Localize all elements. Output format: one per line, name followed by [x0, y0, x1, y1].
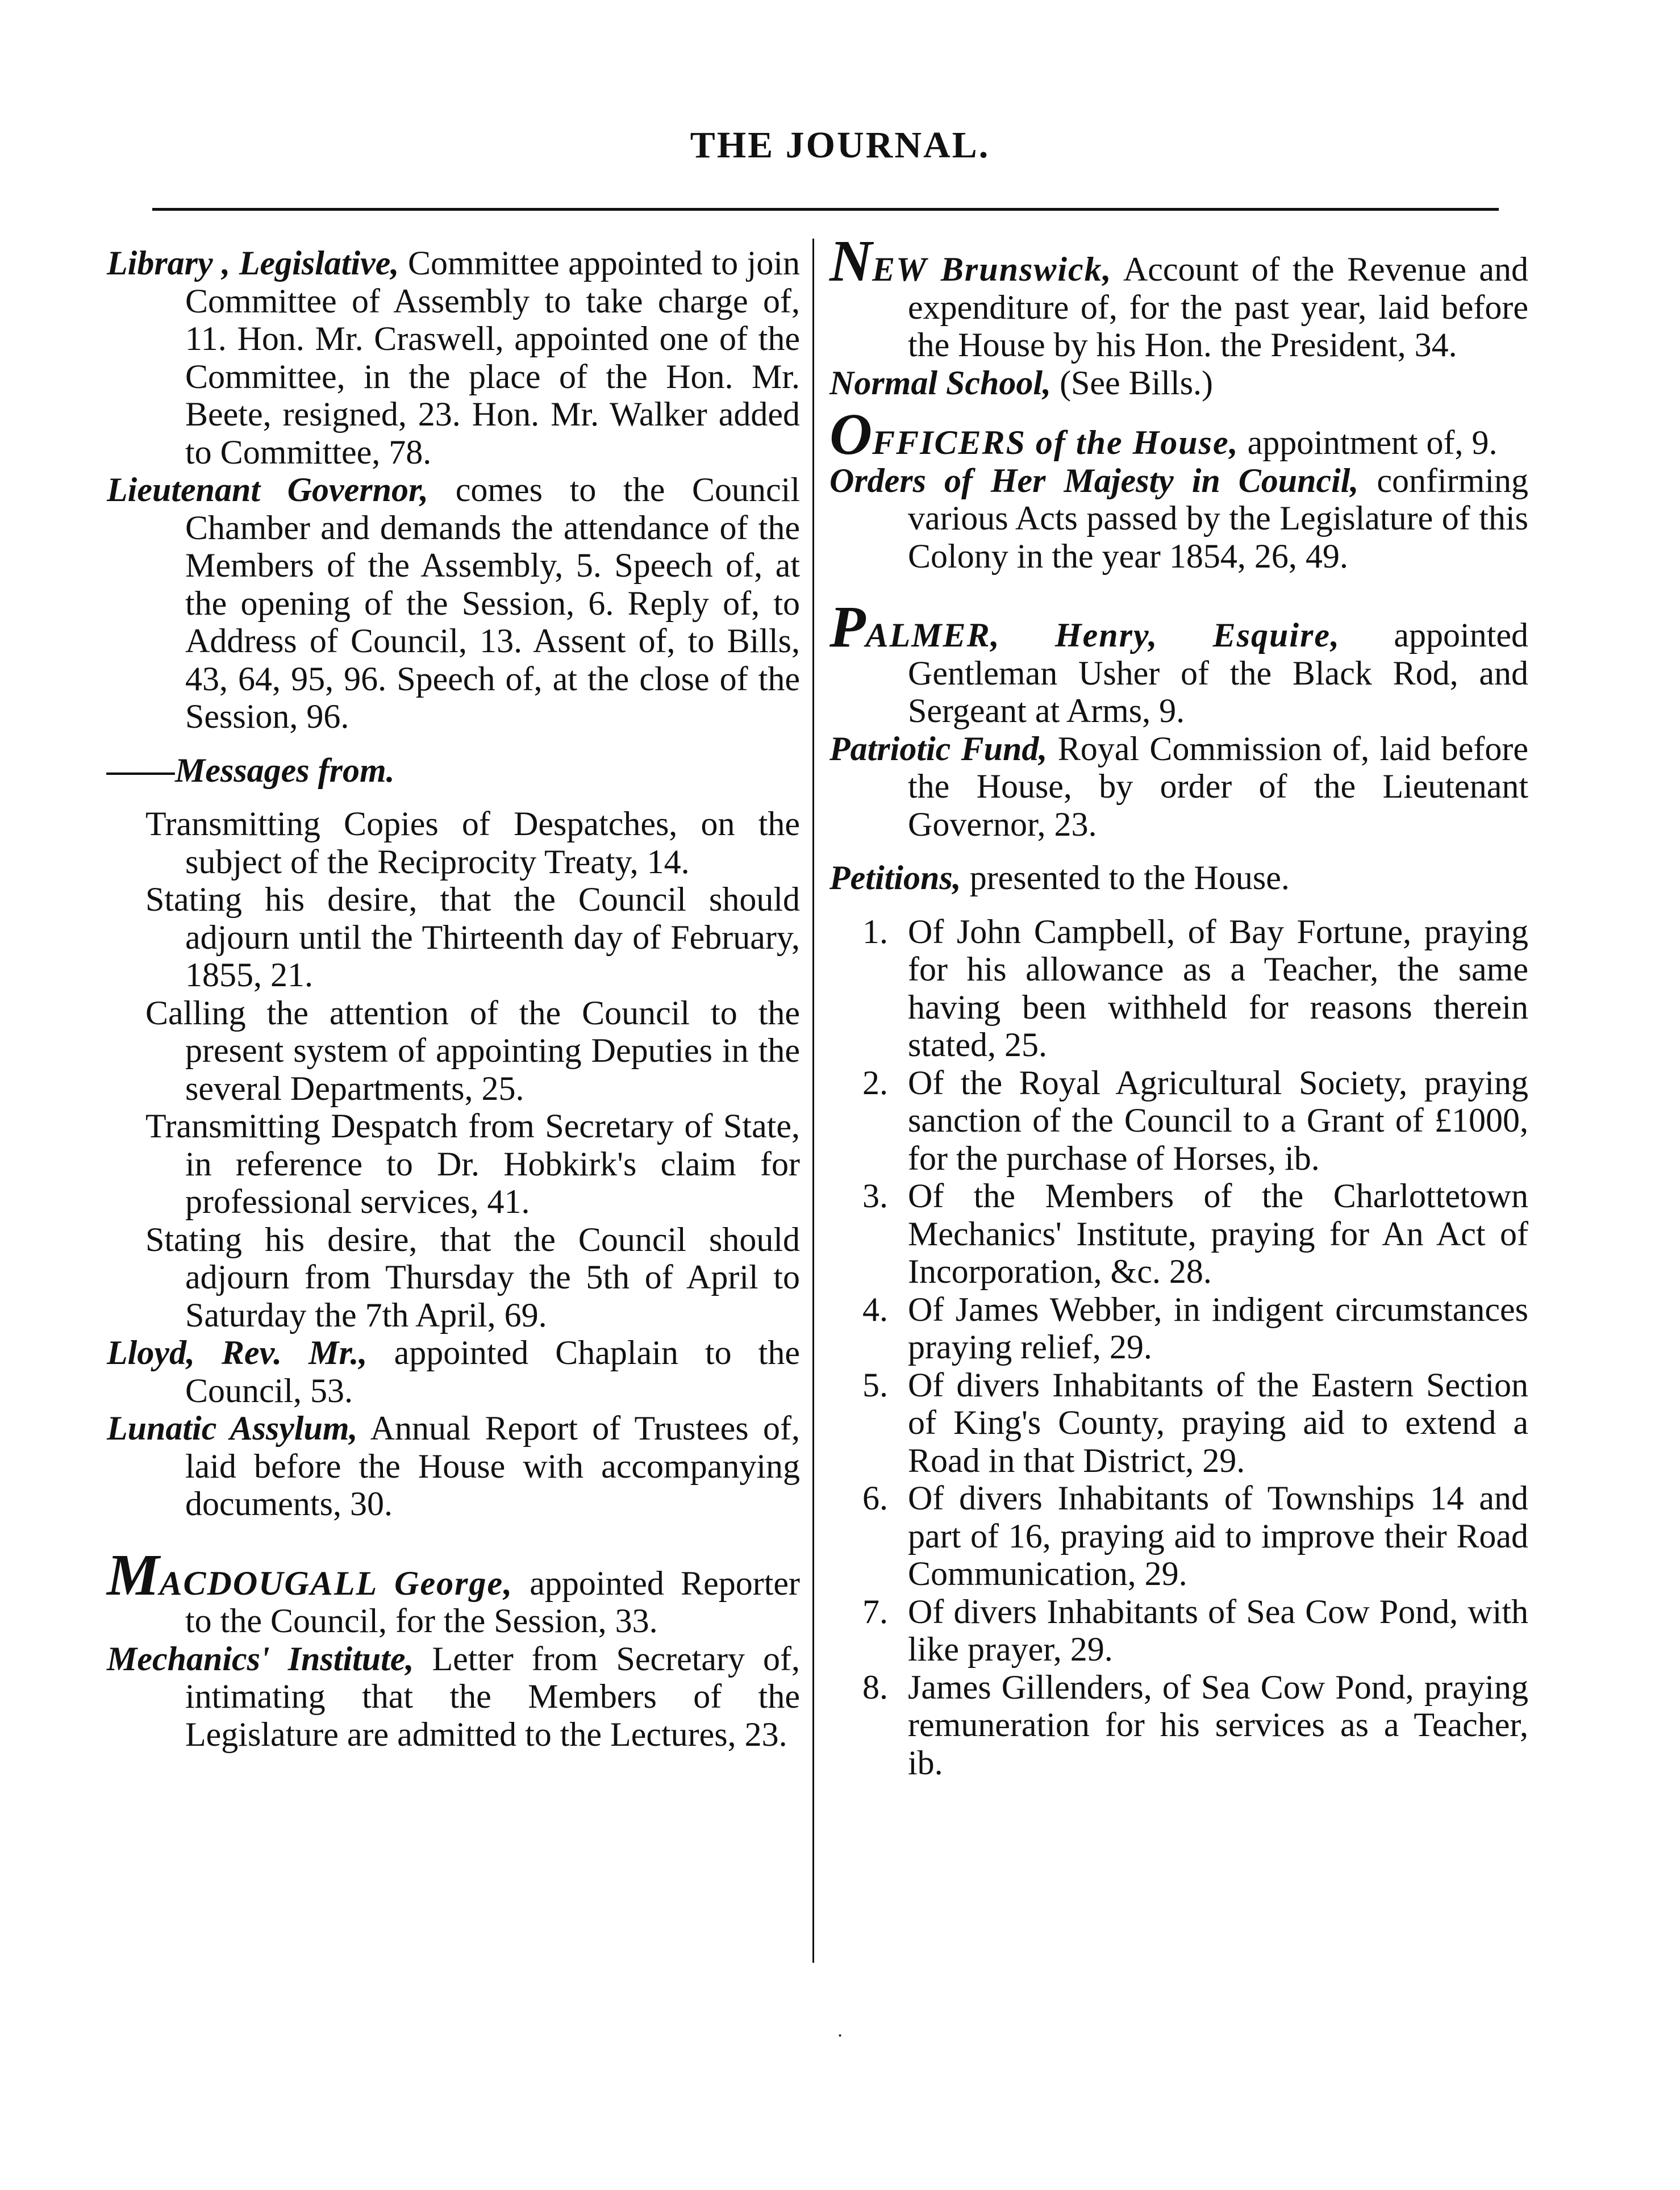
item-text: James Gillenders, of Sea Cow Pond, praying remuneration for his services as a Teacher, ib. [908, 1668, 1528, 1782]
entry-heading: Lloyd, Rev. Mr., [107, 1334, 368, 1371]
list-item: Stating his desire, that the Council should adjourn from Thursday the 5th of April to Saturday the 7th April, 69. [145, 1220, 800, 1334]
entry-text: Account of the Revenue and expenditure of, for the past year, laid before the House by his Hon. the President, 34. [908, 251, 1529, 364]
drop-cap: N [829, 228, 873, 294]
index-entry-palmer [829, 594, 1528, 730]
entry-text: confirming various Acts passed by the Legislature of this Colony in the year 1854, 26, 49. [908, 461, 1528, 575]
left-column [107, 244, 800, 1753]
entry-heading: ALMER, Henry, Esquire, [865, 616, 1341, 654]
entry-heading: Lieutenant Governor, [107, 471, 429, 508]
index-entry-mechanics-institute [107, 1640, 800, 1754]
entry-text: Royal Commission of, laid before the House, by order of the Lieutenant Governor, 23. [908, 729, 1528, 843]
entry-heading: Normal School, [829, 364, 1052, 402]
entry-heading: Orders of Her Majesty in Council, [829, 461, 1359, 499]
petitions-list [829, 913, 1528, 1782]
list-item: Stating his desire, that the Council should adjourn until the Thirteenth day of February, 1855, 21. [145, 881, 800, 994]
index-entry-new-brunswick [829, 228, 1529, 364]
item-text: Of James Webber, in indigent circumstances praying relief, 29. [908, 1290, 1528, 1366]
list-item [829, 1366, 1528, 1480]
messages-list [107, 805, 800, 1334]
entry-text: appointed Gentleman Usher of the Black Rod, and Sergeant at Arms, 9. [908, 616, 1528, 729]
entry-heading: ACDOUGALL George, [159, 1564, 514, 1602]
entry-text: appointed Reporter to the Council, for the Session, 33. [185, 1564, 800, 1640]
item-number: 2. [862, 1063, 888, 1102]
list-item [829, 1479, 1528, 1593]
entry-text: comes to the Council Chamber and demands the attendance of the Members of the Assembly, 5. Speech of, at the opening of the Session, 6. Reply of, to Address of Council, 13. Assent of, to Bills, 43, 64, 95, 96. Speech of, at the close of the Session, 96. [185, 471, 800, 735]
list-item: Transmitting Copies of Despatches, on the subject of the Reciprocity Treaty, 14. [145, 805, 800, 881]
sub-heading-messages: ——Messages from. [107, 751, 395, 789]
item-number: 5. [862, 1366, 888, 1404]
item-text: Of divers Inhabitants of Sea Cow Pond, with like prayer, 29. [908, 1592, 1528, 1668]
list-item [829, 913, 1528, 1064]
item-text: Of the Members of the Charlottetown Mechanics' Institute, praying for An Act of Incorporation, &c. 28. [908, 1177, 1528, 1290]
index-entry-macdougall [107, 1542, 800, 1640]
item-number: 7. [862, 1592, 888, 1630]
index-entry-patriotic-fund [829, 730, 1528, 844]
item-number: 8. [862, 1668, 888, 1706]
entry-text: appointed Chaplain to the Council, 53. [185, 1334, 800, 1409]
page-footer-mark: · [836, 2025, 844, 2046]
list-item [829, 1291, 1528, 1366]
list-item [829, 1593, 1528, 1668]
entry-text: appointment of, 9. [1239, 424, 1498, 461]
index-entry-library [107, 244, 800, 471]
entry-text: Annual Report of Trustees of, laid before the House with accompanying documents, 30. [185, 1409, 800, 1522]
drop-cap: M [107, 1542, 160, 1608]
index-entry-lunatic-assylum [107, 1409, 800, 1523]
header-rule [152, 208, 1499, 211]
page-title: THE JOURNAL. [690, 124, 990, 166]
item-text: Of divers Inhabitants of Townships 14 and part of 16, praying aid to improve their Road Communication, 29. [908, 1479, 1528, 1592]
index-entry-officers [829, 402, 1528, 467]
entry-heading: Petitions, [829, 859, 961, 896]
column-divider [812, 239, 814, 1963]
entry-text: (See Bills.) [1051, 364, 1214, 402]
entry-heading: Patriotic Fund, [829, 729, 1048, 767]
entry-text: Committee appointed to join Committee of Assembly to take charge of, 11. Hon. Mr. Craswell, appointed one of the Committee, in the place of the Hon. Mr. Beete, resigned, 23. Hon. Mr. Walker added to Committee, 78. [185, 244, 800, 471]
list-item: Calling the attention of the Council to the present system of appointing Deputies in the several Departments, 25. [145, 994, 800, 1107]
drop-cap: O [829, 402, 873, 467]
list-item [829, 1064, 1528, 1178]
index-entry-lieutenant-governor [107, 471, 800, 736]
index-entry-normal-school [829, 364, 1528, 402]
entry-heading: Library , Legislative, [107, 244, 399, 282]
item-text: Of divers Inhabitants of the Eastern Section of King's County, praying aid to extend a Road in that District, 29. [908, 1366, 1528, 1479]
right-column [829, 228, 1529, 1782]
entry-heading: Lunatic Assylum, [107, 1409, 358, 1447]
list-item [829, 1668, 1528, 1782]
entry-text: presented to the House. [961, 859, 1290, 896]
index-entry-orders [829, 462, 1528, 575]
list-item: Transmitting Despatch from Secretary of State, in reference to Dr. Hobkirk's claim for professional services, 41. [145, 1107, 800, 1220]
item-text: Of John Campbell, of Bay Fortune, praying for his allowance as a Teacher, the same having been withheld for reasons therein stated, 25. [908, 912, 1528, 1063]
item-text: Of the Royal Agricultural Society, praying sanction of the Council to a Grant of £1000, for the purchase of Horses, ib. [908, 1063, 1528, 1177]
entry-heading: FFICERS of the House, [872, 424, 1239, 461]
entry-heading: Mechanics' Institute, [107, 1640, 414, 1678]
index-entry-lloyd [107, 1334, 800, 1409]
item-number: 4. [862, 1290, 888, 1328]
item-number: 3. [862, 1177, 888, 1215]
drop-cap: P [829, 594, 866, 660]
item-number: 1. [862, 912, 888, 950]
item-number: 6. [862, 1479, 888, 1517]
entry-heading: EW Brunswick, [872, 251, 1112, 288]
entry-text: Letter from Secretary of, intimating that the Members of the Legislature are admitted to the Lectures, 23. [185, 1640, 800, 1753]
index-entry-petitions [829, 859, 1528, 897]
list-item [829, 1177, 1528, 1291]
